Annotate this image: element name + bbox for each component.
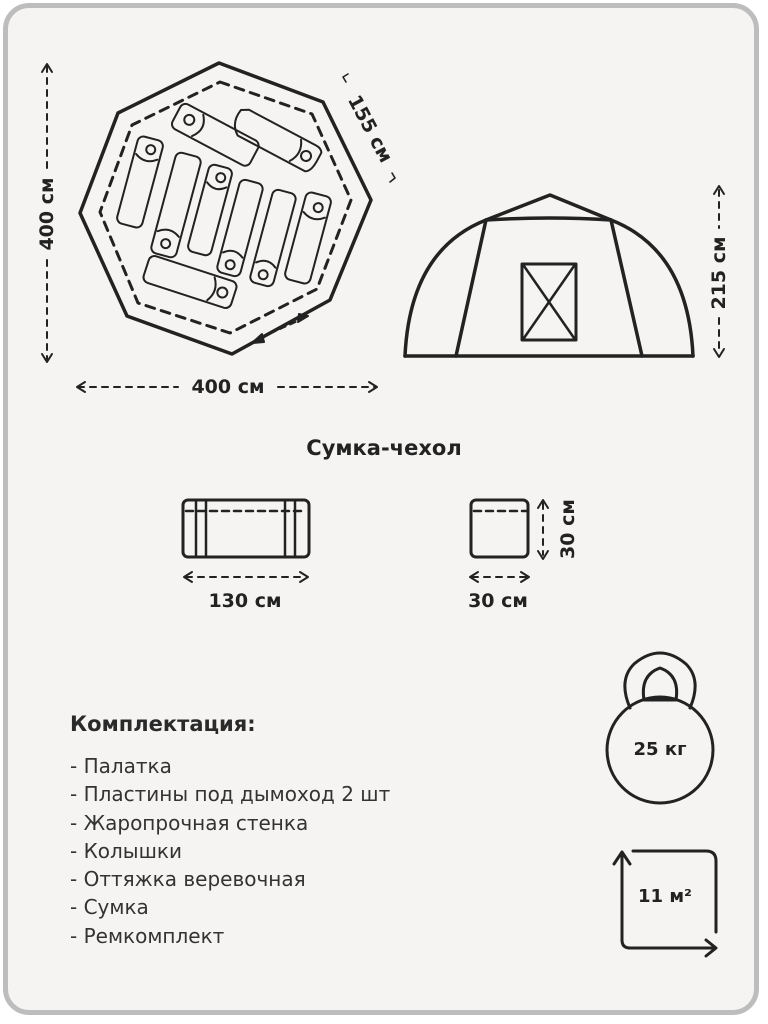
kit-title: Комплектация: xyxy=(70,712,256,736)
bag-height-label: 30 см xyxy=(557,499,579,559)
bag-width-label: 30 см xyxy=(468,590,528,612)
bag-length-arrow xyxy=(184,572,308,582)
bag-title: Сумка-чехол xyxy=(306,436,462,460)
bag-end-icon xyxy=(471,500,528,557)
bag-height-arrow xyxy=(538,500,548,559)
kit-item: - Оттяжка веревочная xyxy=(70,867,306,892)
floor-height-label: 400 см xyxy=(36,177,58,251)
kit-list xyxy=(70,752,390,950)
floor-plan-octagon xyxy=(80,63,371,354)
kit-item: - Колышки xyxy=(70,838,182,863)
bag-long-icon xyxy=(183,500,309,557)
bag-width-arrow xyxy=(470,572,529,582)
sleeping-bags xyxy=(116,102,332,310)
tent-height-label: 215 см xyxy=(708,236,730,310)
bag-length-label: 130 см xyxy=(208,590,282,612)
weight-label: 25 кг xyxy=(633,739,687,760)
floor-side-label: 155 см xyxy=(343,91,397,167)
kit-item: - Сумка xyxy=(70,895,149,920)
area-icon xyxy=(614,692,716,956)
floor-width-label: 400 см xyxy=(191,376,265,398)
area-label: 11 м² xyxy=(638,886,692,907)
kit-item: - Жаропрочная стенка xyxy=(70,810,309,835)
weight-kettlebell-icon xyxy=(607,653,713,803)
kit-item: - Ремкомплект xyxy=(70,923,225,948)
kit-item: - Пластины под дымоход 2 шт xyxy=(70,782,391,807)
kit-item: - Палатка xyxy=(70,754,172,778)
tent-side-view xyxy=(405,195,693,356)
